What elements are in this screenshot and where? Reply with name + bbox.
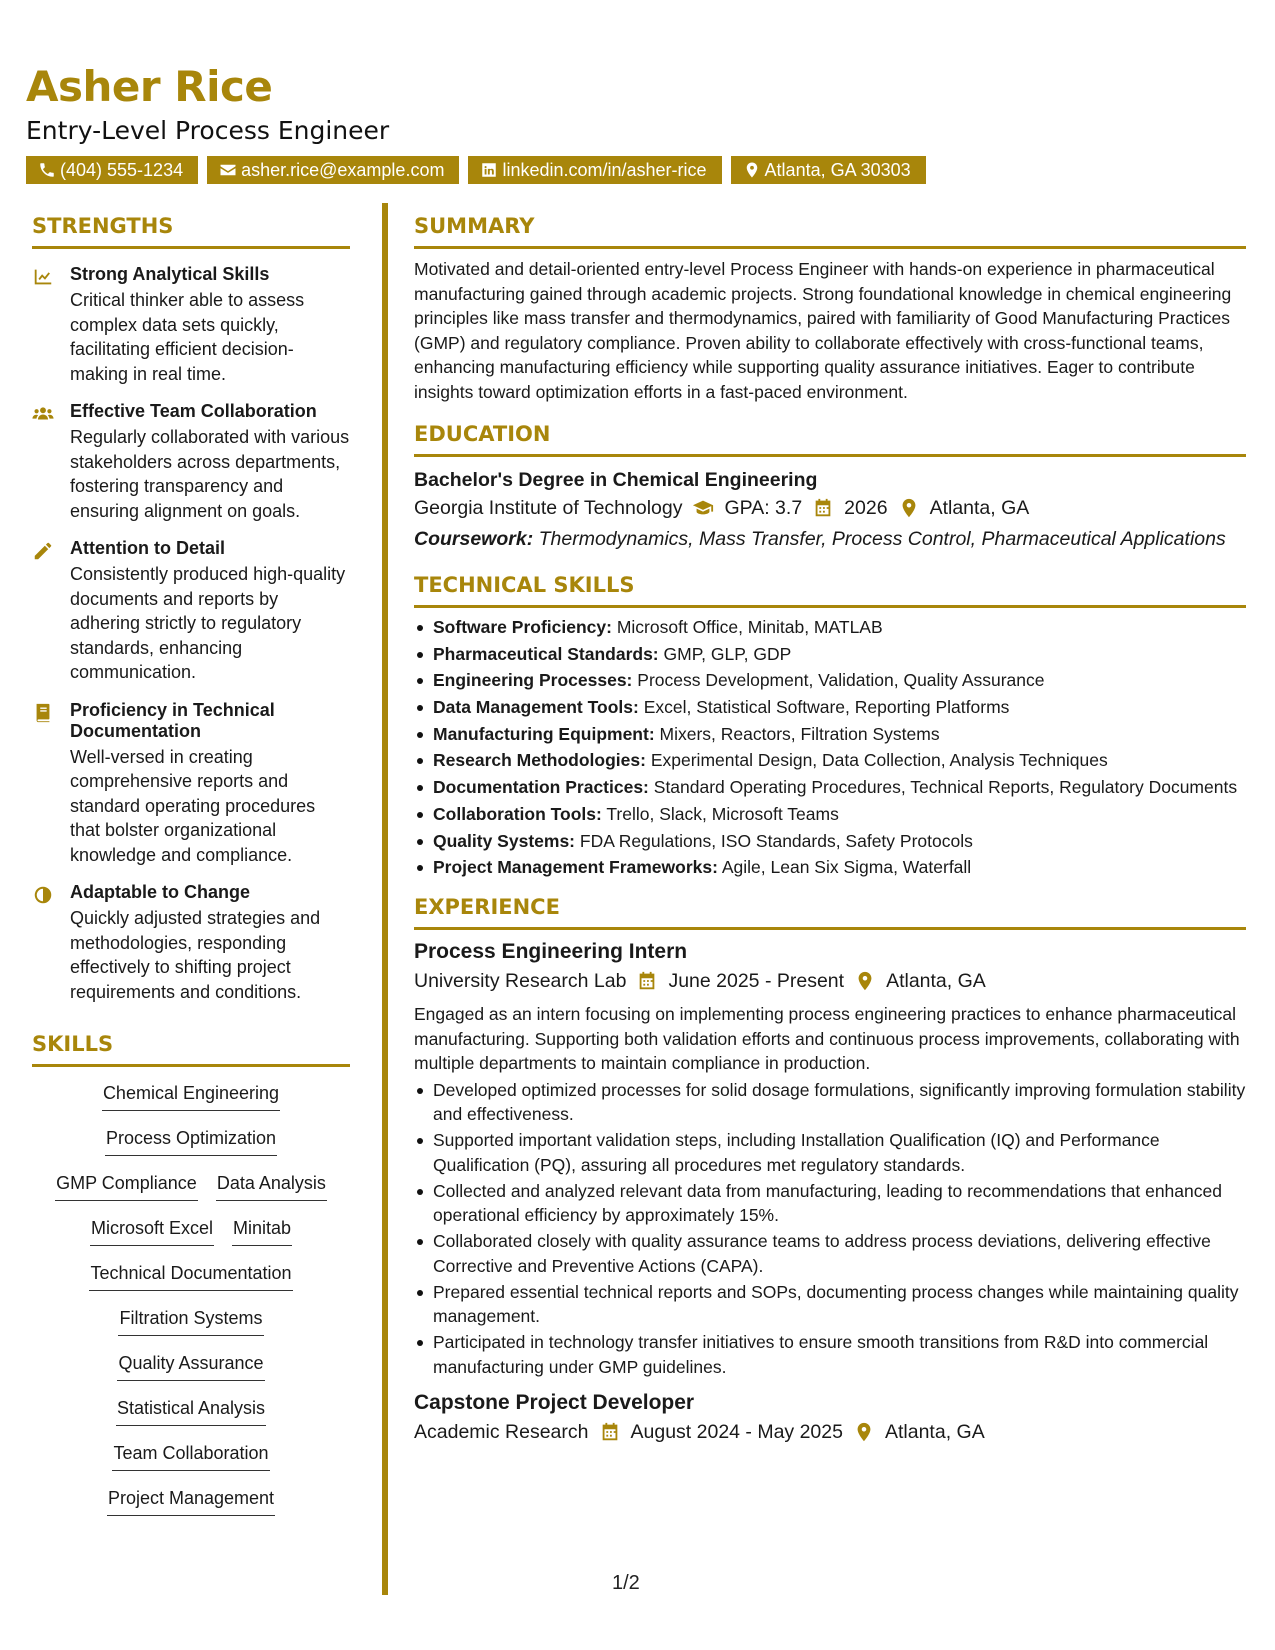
list-item: Documentation Practices: Standard Operating Procedures, Technical Reports, Regulatory Documents (414, 775, 1246, 799)
linkedin-text: linkedin.com/in/asher-rice (502, 160, 707, 180)
job-dates: June 2025 - Present (668, 970, 845, 993)
list-item: Collaborated closely with quality assurance teams to address process deviations, delivering effective Corrective and Preventive Actions (CAPA). (414, 1229, 1246, 1278)
technical-skills-heading: TECHNICAL SKILLS (414, 571, 1246, 608)
resume-header (26, 62, 1246, 184)
book-icon (32, 702, 54, 724)
list-item: Collaboration Tools: Trello, Slack, Microsoft Teams (414, 802, 1246, 826)
candidate-name: Asher Rice (26, 62, 273, 111)
job-location: Atlanta, GA (884, 1421, 985, 1444)
list-item: Quality Systems: FDA Regulations, ISO Standards, Safety Protocols (414, 829, 1246, 853)
contact-location (731, 156, 926, 184)
half-circle-icon (32, 884, 54, 906)
contact-email[interactable] (207, 156, 459, 184)
skill-tag: Microsoft Excel (90, 1216, 214, 1246)
list-item: Project Management Frameworks: Agile, Lean Six Sigma, Waterfall (414, 855, 1246, 879)
column-divider (382, 203, 388, 1595)
phone-text: (404) 555-1234 (60, 160, 184, 180)
summary-heading: SUMMARY (414, 212, 1246, 249)
gpa: GPA: 3.7 (724, 497, 803, 519)
strength-description: Quickly adjusted strategies and methodologies, responding effectively to shifting project requirements and conditions. (70, 908, 321, 1002)
strength-title: Strong Analytical Skills (70, 264, 270, 284)
list-item: Participated in technology transfer initiatives to ensure smooth transitions from R&D into commercial manufacturing under GMP guidelines. (414, 1330, 1246, 1379)
map-marker-icon (743, 161, 761, 179)
email-text: asher.rice@example.com (241, 160, 445, 180)
skill-tag: Data Analysis (216, 1171, 327, 1201)
strength-description: Critical thinker able to assess complex data sets quickly, facilitating efficient decision-making in real time. (70, 290, 305, 384)
job-meta (414, 966, 1246, 996)
contact-phone[interactable] (26, 156, 198, 184)
envelope-icon (219, 161, 237, 179)
strength-title: Effective Team Collaboration (70, 401, 317, 421)
chart-line-icon (32, 266, 54, 288)
job-description: Engaged as an intern focusing on implementing process engineering practices to enhance pharmaceutical manufacturing. Supporting both validation efforts and continuous process improvements, collaborating with multiple departments to maintain compliance in production. (414, 1004, 1240, 1074)
list-item: Pharmaceutical Standards: GMP, GLP, GDP (414, 642, 1246, 666)
list-item: Developed optimized processes for solid dosage formulations, significantly improving formulation stability and effectiveness. (414, 1078, 1246, 1127)
school-name: Georgia Institute of Technology (414, 497, 683, 519)
calendar-icon (636, 970, 658, 992)
map-marker-icon (853, 1421, 875, 1443)
job-bullets (414, 1078, 1246, 1380)
job-dates: August 2024 - May 2025 (630, 1421, 843, 1444)
list-item: Data Management Tools: Excel, Statistical Software, Reporting Platforms (414, 695, 1246, 719)
list-item: Supported important validation steps, including Installation Qualification (IQ) and Performance Qualification (PQ), assuring all procedures met regulatory standards. (414, 1128, 1246, 1177)
users-icon (32, 403, 54, 425)
skills-list (32, 1081, 350, 1531)
calendar-icon (599, 1421, 621, 1443)
strength-item (32, 700, 350, 868)
education-meta (414, 493, 1246, 523)
list-item: Software Proficiency: Microsoft Office, Minitab, MATLAB (414, 615, 1246, 639)
strength-title: Proficiency in Technical Documentation (70, 699, 275, 741)
skill-tag: Quality Assurance (117, 1351, 264, 1381)
strength-description: Consistently produced high-quality documents and reports by adhering strictly to regulatory standards, enhancing communication. (70, 564, 346, 682)
pencil-icon (32, 540, 54, 562)
graduation-cap-icon (692, 497, 714, 519)
right-column (414, 212, 1246, 1447)
page-number: 1/2 (612, 1572, 640, 1594)
phone-icon (38, 161, 56, 179)
list-item: Prepared essential technical reports and SOPs, documenting process changes while maintaining quality management. (414, 1280, 1246, 1329)
job-location: Atlanta, GA (886, 970, 986, 993)
coursework (414, 527, 1246, 551)
job-role: Capstone Project Developer (414, 1391, 695, 1415)
coursework-label: Coursework: (414, 528, 534, 550)
skill-tag: Technical Documentation (89, 1261, 292, 1291)
skill-tag: Statistical Analysis (116, 1396, 266, 1426)
strength-title: Adaptable to Change (70, 882, 251, 902)
skill-tag: Chemical Engineering (102, 1081, 280, 1111)
map-marker-icon (898, 497, 920, 519)
job-org: Academic Research (414, 1421, 589, 1444)
strength-description: Regularly collaborated with various stakeholders across departments, fostering transparency and ensuring alignment on goals. (70, 427, 350, 521)
skill-tag: Project Management (107, 1486, 275, 1516)
map-marker-icon (854, 970, 876, 992)
job-org: University Research Lab (414, 970, 627, 993)
contact-bar (26, 156, 1246, 184)
left-column (32, 212, 350, 1531)
list-item: Research Methodologies: Experimental Design, Data Collection, Analysis Techniques (414, 748, 1246, 772)
summary-text: Motivated and detail-oriented entry-level Process Engineer with hands-on experience in pharmaceutical manufacturing gained through academic projects. Strong foundational knowledge in chemical engineering principles like mass transfer and thermodynamics, paired with familiarity of Good Manufacturing Practices (GMP) and regulatory compliance. Proven ability to collaborate effectively with cross-functional teams, enhancing manufacturing efficiency while supporting quality assurance initiatives. Eager to contribute insights toward optimization efforts in a fast-paced environment. (414, 259, 1232, 402)
strength-description: Well-versed in creating comprehensive reports and standard operating procedures that bolster organizational knowledge and compliance. (70, 746, 316, 865)
degree-title: Bachelor's Degree in Chemical Engineering (414, 469, 818, 491)
graduation-year: 2026 (844, 497, 888, 519)
strength-title: Attention to Detail (70, 538, 225, 558)
candidate-title: Entry-Level Process Engineer (26, 116, 390, 145)
calendar-icon (812, 497, 834, 519)
strength-item (32, 538, 350, 685)
education-heading: EDUCATION (414, 420, 1246, 457)
list-item: Collected and analyzed relevant data from manufacturing, leading to recommendations that enhanced operational efficiency by approximately 15%. (414, 1179, 1246, 1228)
skill-tag: GMP Compliance (55, 1171, 198, 1201)
technical-skills-list (414, 615, 1246, 879)
strengths-heading: STRENGTHS (32, 212, 350, 249)
list-item: Manufacturing Equipment: Mixers, Reactors, Filtration Systems (414, 722, 1246, 746)
strength-item (32, 401, 350, 523)
skill-tag: Team Collaboration (112, 1441, 269, 1471)
strength-item (32, 882, 350, 1004)
skills-heading: SKILLS (32, 1030, 350, 1067)
list-item: Engineering Processes: Process Development, Validation, Quality Assurance (414, 668, 1246, 692)
job-meta (414, 1417, 1246, 1447)
location-text: Atlanta, GA 30303 (764, 160, 911, 180)
skill-tag: Process Optimization (105, 1126, 277, 1156)
linkedin-icon (480, 161, 498, 179)
experience-entry (414, 938, 1246, 1379)
coursework-list: Thermodynamics, Mass Transfer, Process Control, Pharmaceutical Applications (538, 528, 1226, 550)
strength-item (32, 264, 350, 386)
skill-tag: Filtration Systems (118, 1306, 263, 1336)
experience-heading: EXPERIENCE (414, 893, 1246, 930)
school-location: Atlanta, GA (929, 497, 1030, 519)
job-role: Process Engineering Intern (414, 940, 688, 964)
skill-tag: Minitab (232, 1216, 292, 1246)
experience-entry (414, 1389, 1246, 1447)
contact-linkedin[interactable] (468, 156, 721, 184)
